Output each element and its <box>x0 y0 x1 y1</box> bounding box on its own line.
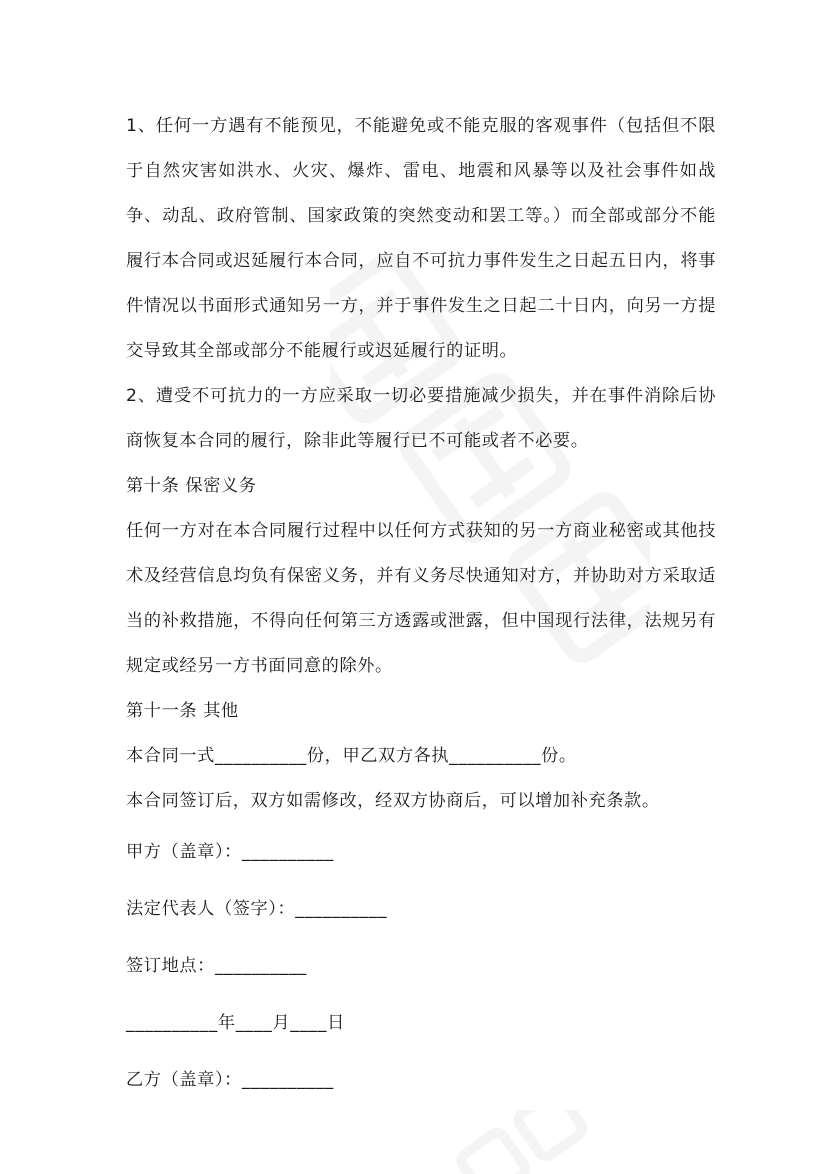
clause-amendment: 本合同签订后，双方如需修改，经双方协商后，可以增加补充条款。 <box>126 791 660 811</box>
sign-date-field: __________年____月____日 <box>126 1013 345 1033</box>
legal-rep-signature-field: 法定代表人（签字）：__________ <box>126 899 388 919</box>
clause-force-majeure-1: 1、任何一方遇有不能预见，不能避免或不能克服的客观事件（包括但不限于自然灾害如洪水、火灾、爆炸、雷电、地震和风暴等以及社会事件如战争、动乱、政府管制、国家政策的突然变动和罢工等。）而全部或部分不能履行本合同或迟延履行本合同，应自不可抗力事件发生之日起五日内，将事件情况以书面形式通知另一方，并于事件发生之日起二十日内，向另一方提交导致其全部或部分不能履行或迟延履行的证明。 <box>126 116 716 361</box>
article-10-title: 第十条 保密义务 <box>126 476 257 496</box>
article-10-body: 任何一方对在本合同履行过程中以任何方式获知的另一方商业秘密或其他技术及经营信息均负有保密义务，并有义务尽快通知对方，并协助对方采取适当的补救措施，不得向任何第三方透露或泄露，但中国现行法律，法规另有规定或经另一方书面同意的除外。 <box>126 521 716 676</box>
article-11-title: 第十一条 其他 <box>126 701 239 721</box>
clause-force-majeure-2: 2、遭受不可抗力的一方应采取一切必要措施减少损失，并在事件消除后协商恢复本合同的履行，除非此等履行已不可能或者不必要。 <box>126 386 716 451</box>
party-b-seal-field: 乙方（盖章）：__________ <box>126 1070 334 1090</box>
watermark-logo-bottom <box>440 1110 600 1174</box>
clause-copies: 本合同一式__________份，甲乙双方各执__________份。 <box>126 746 577 766</box>
sign-place-field: 签订地点：__________ <box>126 956 307 976</box>
party-a-seal-field: 甲方（盖章）：__________ <box>126 842 334 862</box>
document-body <box>126 104 716 1103</box>
